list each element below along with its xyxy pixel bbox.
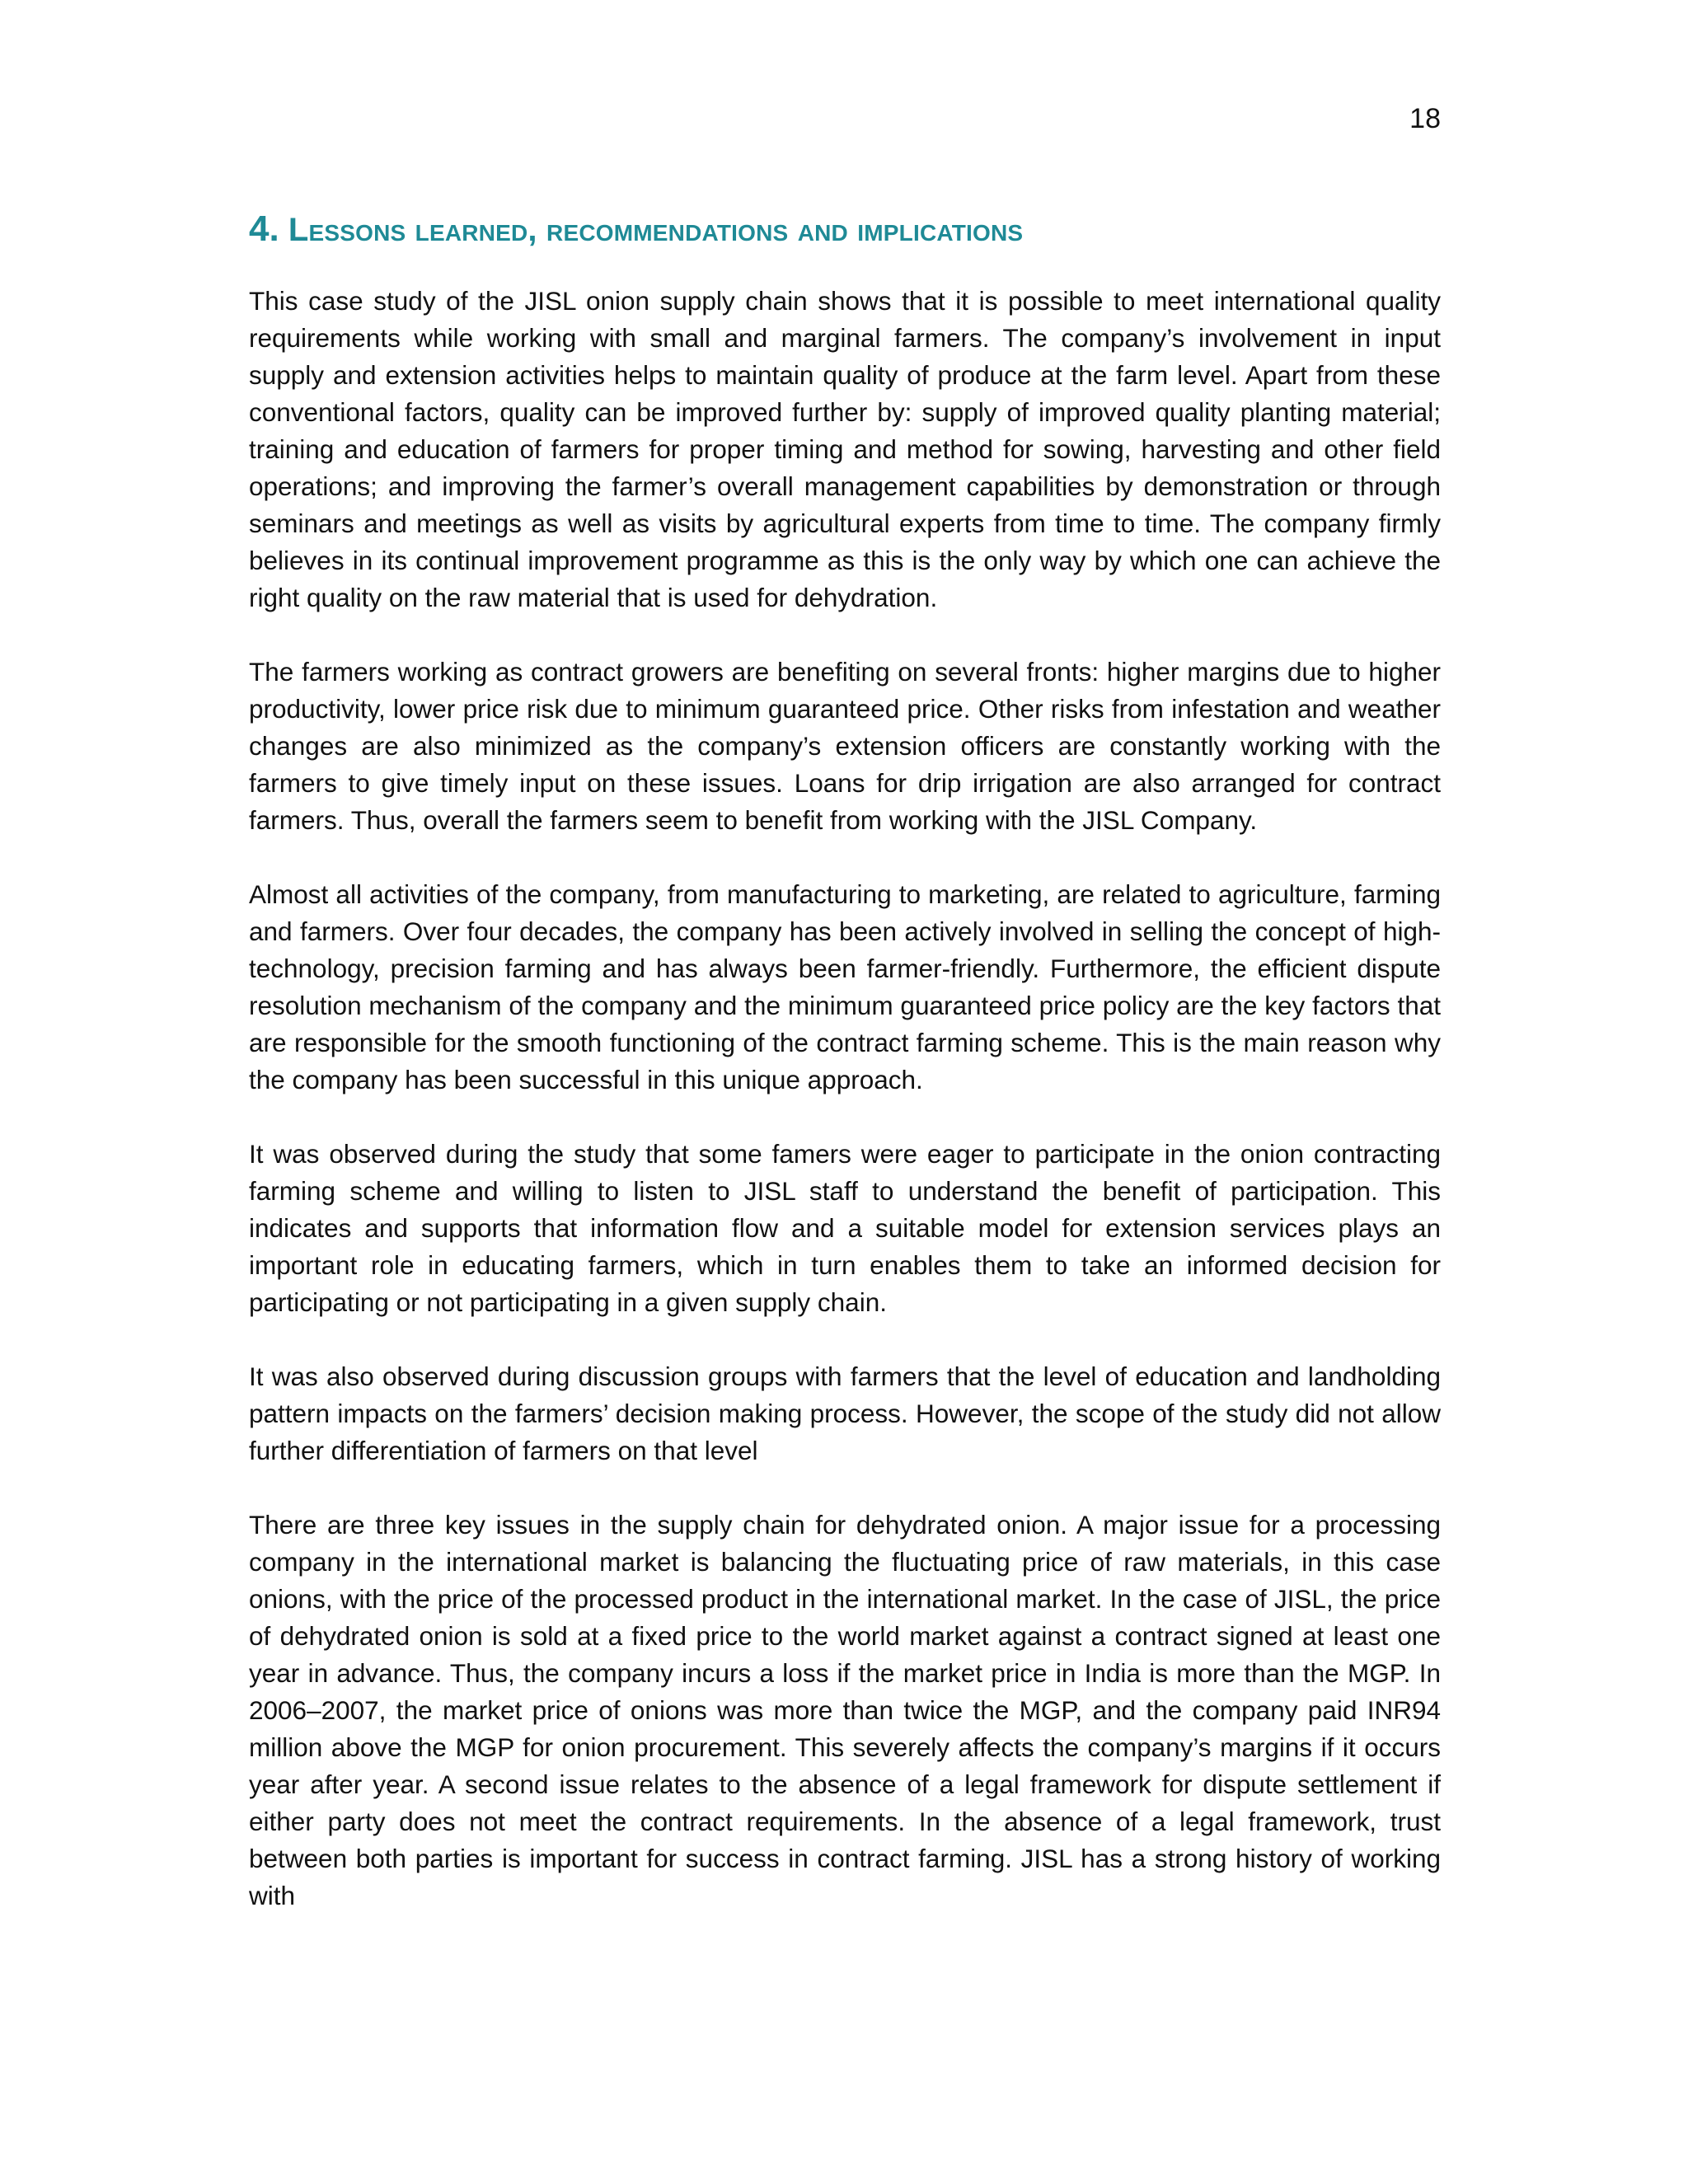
paragraph-6: There are three key issues in the supply chain for dehydrated onion. A major issue for a processing company in the international market is balancing the fluctuating price of raw materials, in this case onions, with the price of the processed product in the international market. In the case of JISL, the price of dehydrated onion is sold at a fixed price to the world market against a contract signed at least one year in advance. Thus, the company incurs a loss if the market price in India is more than the MGP. In 2006–2007, the market price of onions was more than twice the MGP, and the company paid INR94 million above the MGP for onion procurement. This severely affects the company’s margins if it occurs year after year. A second issue relates to the absence of a legal framework for dispute settlement if either party does not meet the contract requirements. In the absence of a legal framework, trust between both parties is important for success in contract farming. JISL has a strong history of working with: [249, 1510, 1441, 1910]
section-title: Lessons learned, recommendations and implications: [288, 212, 1024, 248]
paragraph-4: It was observed during the study that some famers were eager to participate in the onion contracting farming scheme and willing to listen to JISL staff to understand the benefit of participation. This indicates and supports that information flow and a suitable model for extension services plays an important role in educating farmers, which in turn enables them to take an informed decision for participating or not participating in a given supply chain.: [249, 1139, 1441, 1317]
page-content: [249, 206, 1441, 1952]
paragraph-3: Almost all activities of the company, from manufacturing to marketing, are related to agriculture, farming and farmers. Over four decades, the company has been actively involved in selling the concept of high-technology, precision farming and has always been farmer-friendly. Furthermore, the efficient dispute resolution mechanism of the company and the minimum guaranteed price policy are the key factors that are responsible for the smooth functioning of the contract farming scheme. This is the main reason why the company has been successful in this unique approach.: [249, 879, 1441, 1094]
paragraph-1: This case study of the JISL onion supply chain shows that it is possible to meet international quality requirements while working with small and marginal farmers. The company’s involvement in input supply and extension activities helps to maintain quality of produce at the farm level. Apart from these conventional factors, quality can be improved further by: supply of improved quality planting material; training and education of farmers for proper timing and method for sowing, harvesting and other field operations; and improving the farmer’s overall management capabilities by demonstration or through seminars and meetings as well as visits by agricultural experts from time to time. The company firmly believes in its continual improvement programme as this is the only way by which one can achieve the right quality on the raw material that is used for dehydration.: [249, 286, 1441, 612]
section-number: 4.: [249, 209, 279, 249]
paragraph-5: It was also observed during discussion groups with farmers that the level of education and landholding pattern impacts on the farmers’ decision making process. However, the scope of the study did not allow further differentiation of farmers on that level: [249, 1361, 1441, 1465]
section-heading: [249, 206, 1441, 253]
page-number: 18: [1409, 103, 1441, 134]
paragraph-2: The farmers working as contract growers are benefiting on several fronts: higher margins due to higher productivity, lower price risk due to minimum guaranteed price. Other risks from infestation and weather changes are also minimized as the company’s extension officers are constantly working with the farmers to give timely input on these issues. Loans for drip irrigation are also arranged for contract farmers. Thus, overall the farmers seem to benefit from working with the JISL Company.: [249, 657, 1441, 835]
